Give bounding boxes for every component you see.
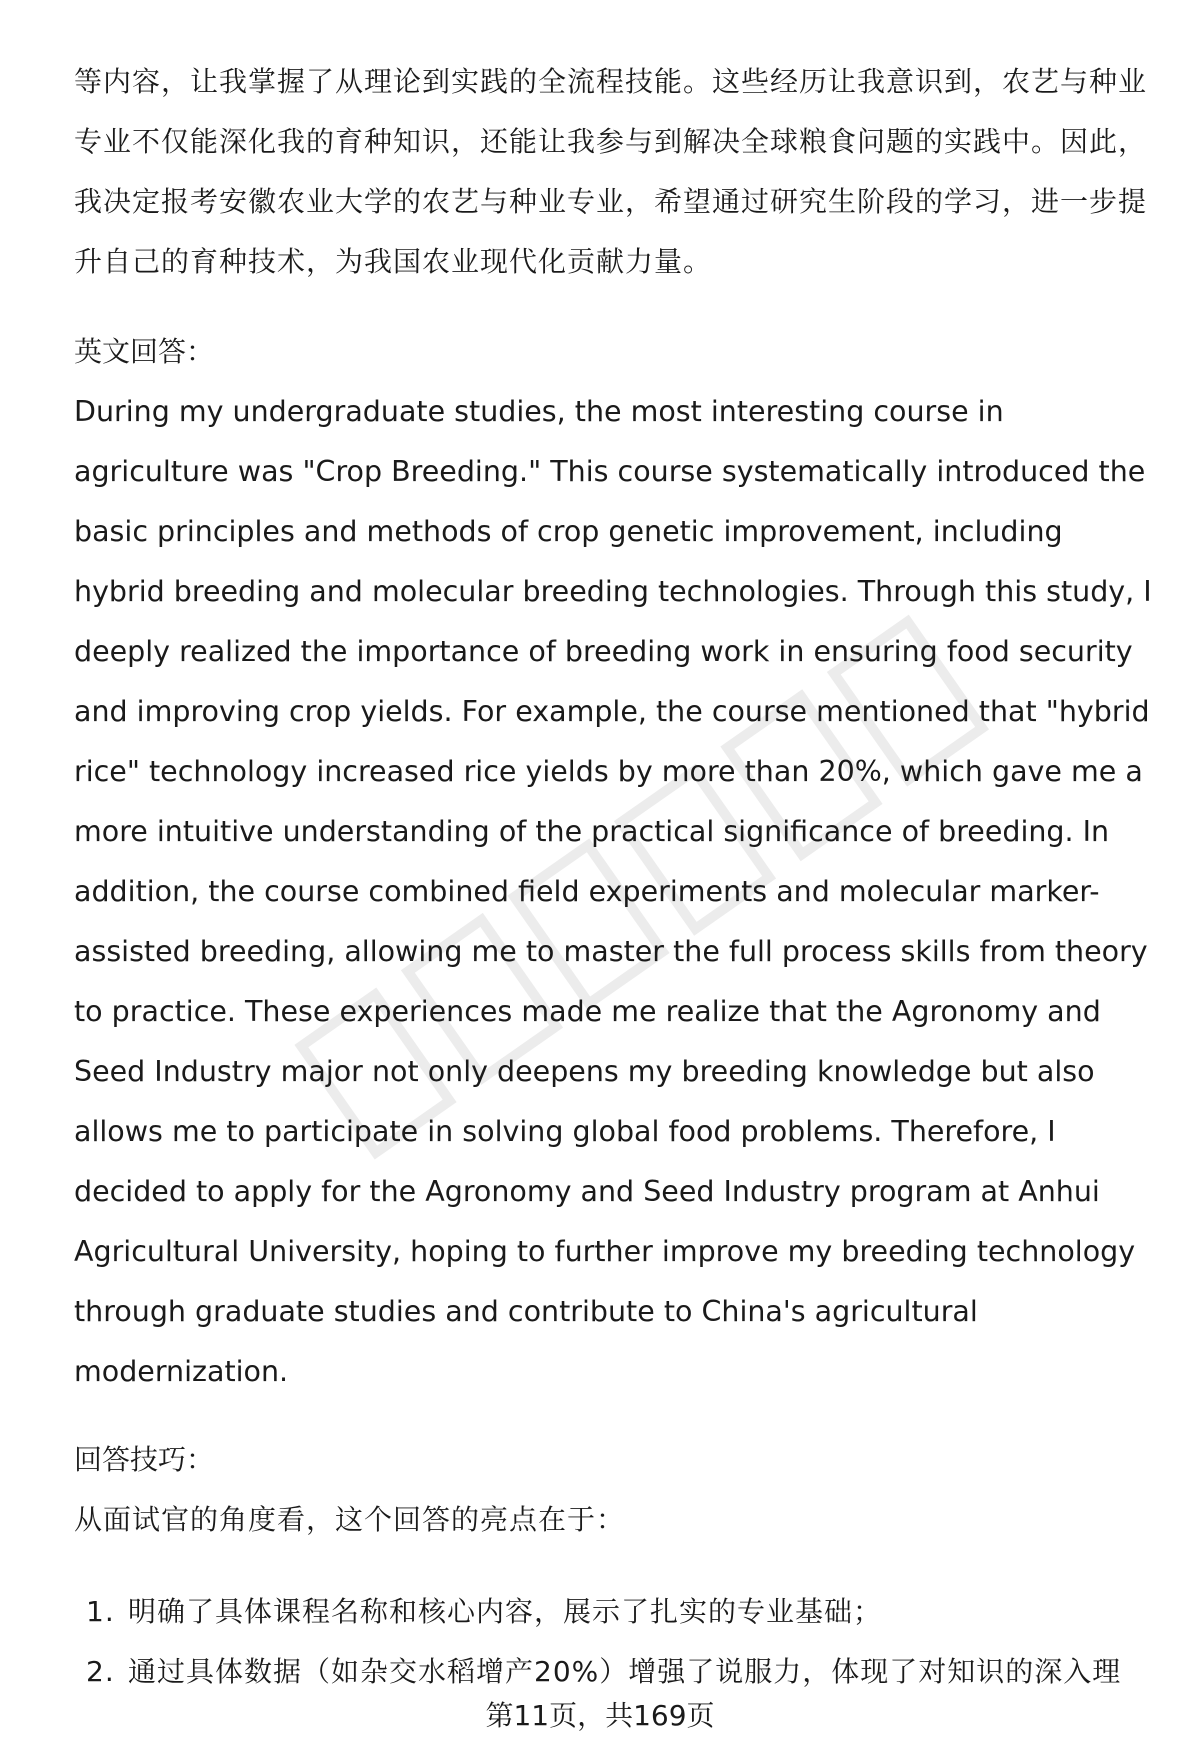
chinese-answer-continuation: 等内容，让我掌握了从理论到实践的全流程技能。这些经历让我意识到，农艺与种业专业不仅能深化我的育种知识，还能让我参与到解决全球粮食问题的实践中。因此，我决定报考安徽农业大学的农艺与种业专业，希望通过研究生阶段的学习，进一步提升自己的育种技术，为我国农业现代化贡献力量。	[74, 65, 1148, 278]
list-item-text: 明确了具体课程名称和核心内容，展示了扎实的专业基础；	[128, 1595, 883, 1628]
tips-label: 回答技巧：	[74, 1443, 215, 1476]
list-item-text: 通过具体数据（如杂交水稻增产20%）增强了说服力，体现了对知识的深入理	[128, 1655, 1122, 1688]
english-answer-label: 英文回答：	[74, 335, 215, 368]
list-item-number: 1.	[86, 1595, 115, 1628]
list-item-number: 2.	[86, 1655, 115, 1688]
document-body	[74, 52, 1154, 1702]
list-item	[74, 1642, 1154, 1702]
english-answer-text: During my undergraduate studies, the most interesting course in agriculture was "Crop Breeding." This course systematically introduced the basic principles and methods of crop genetic improvement, including hybrid breeding and molecular breeding technologies. Through this study, I deeply realized the importance of breeding work in ensuring food security and improving crop yields. For example, the course mentioned that "hybrid rice" technology increased rice yields by more than 20%, which gave me a more intuitive understanding of the practical significance of breeding. In addition, the course combined field experiments and molecular marker-assisted breeding, allowing me to master the full process skills from theory to practice. These experiences made me realize that the Agronomy and Seed Industry major not only deepens my breeding knowledge but also allows me to participate in solving global food problems. Therefore, I decided to apply for the Agronomy and Seed Industry program at Anhui Agricultural University, hoping to further improve my breeding technology through graduate studies and contribute to China's agricultural modernization.	[74, 395, 1152, 1388]
page-footer: 第11页，共169页	[485, 1699, 715, 1732]
list-item	[74, 1582, 1154, 1642]
tips-list	[74, 1582, 1154, 1702]
tips-intro: 从面试官的角度看，这个回答的亮点在于：	[74, 1503, 626, 1536]
